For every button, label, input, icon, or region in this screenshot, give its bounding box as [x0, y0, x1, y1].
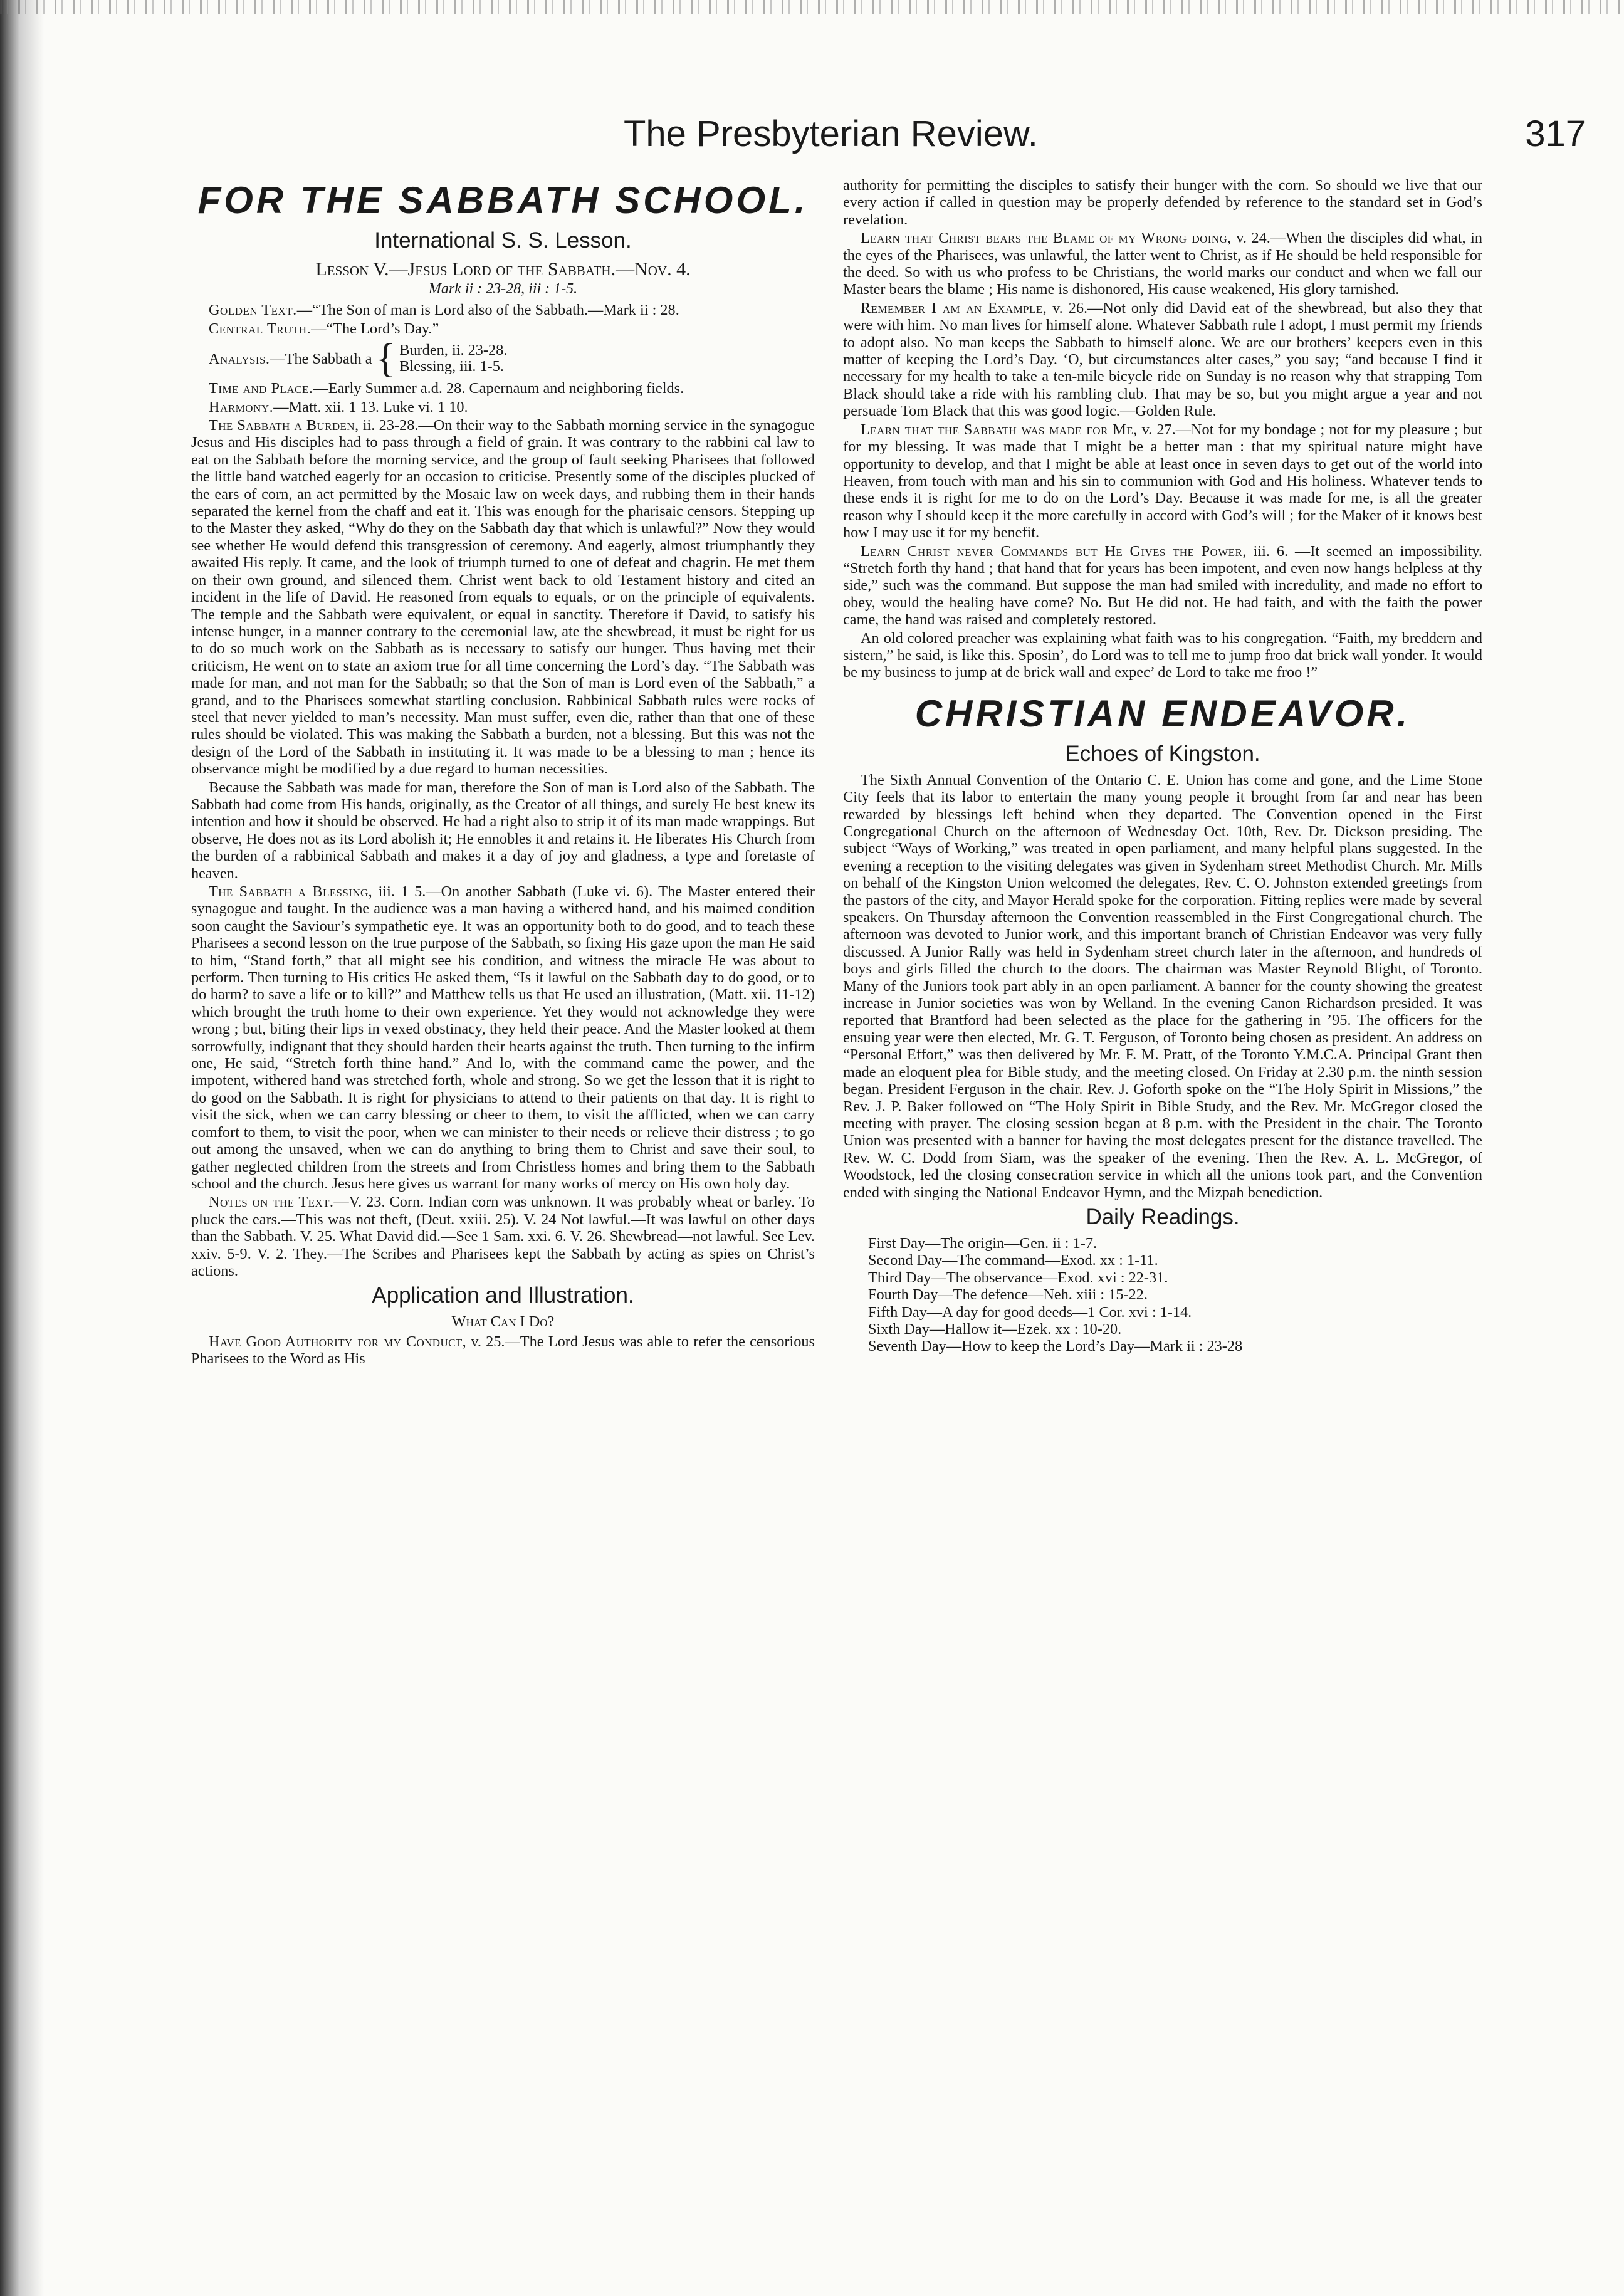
- paragraph-convention: The Sixth Annual Convention of the Ontario C. E. Union has come and gone, and the Lime Stone City feels that its labor to entertain the many young people it brought from far and near has been rewarded by blessings left behind when they departed. The Convention opened in the First Congregational Church on the afternoon of Wednesday Oct. 10th, Rev. Dr. Dickson presiding. The subject “Ways of Working,” was treated in open parliament, and many helpful plans suggested. In the evening a reception to the visiting delegates was given in Sydenham street Methodist Church. Mr. Mills on behalf of the Kingston Union welcomed the delegates, Rev. C. O. Johnston extended greetings from the pastors of the city, and Mayor Herald spoke for the corporation. Fitting replies were made by several speakers. On Thursday afternoon the Convention reassembled in the First Congregational church. The afternoon was devoted to Junior work, and this important branch of Christian Endeavor was very fully discussed. A Junior Rally was held in Sydenham street church later in the afternoon, and hundreds of boys and girls filled the church to the doors. The chairman was Master Reynold Blight, of Toronto. Many of the Juniors took part ably in an open parliament. A banner for the county showing the greatest increase in Junior societies was won by Welland. In the evening Canon Richardson presided. It was reported that Brantford had been selected as the place for the gathering in ’95. The officers for the ensuing year were then elected, Mr. G. T. Ferguson, of Toronto being chosen as president. An address on “Personal Effort,” was then delivered by Mr. F. M. Pratt, of the Toronto Y.M.C.A. Principal Grant then made an eloquent plea for Bible study, and the meeting closed. On Friday at 2.30 p.m. the ninth session began. President Ferguson in the chair. Rev. J. Goforth spoke on the “The Holy Spirit in Missions,” the Rev. J. P. Baker followed on “The Holy Spirit in Bible Study, and the Rev. Mr. McGregor closed the meeting with prayer. The closing session began at 8 p.m. with the President in the chair. The Toronto Union was presented with a banner for having the most delegates present for the distance travelled. The Rev. W. C. Dodd from Siam, was the speaker of the evening. Then the Rev. A. L. McGregor, of Woodstock, led the closing consecration service in which all the unions took part, and the Convention ended with singing the National Endeavor Hymn, and the Mizpah benediction.: [843, 771, 1482, 1201]
- made-for-me-lead: Learn that the Sabbath was made for Me,: [861, 421, 1138, 438]
- example-body: v. 26.—Not only did David eat of the shewbread, but also they that were with him. No man lives for himself alone. Whatever Sabbath rule I adopt, I must permit my friends to adopt also. No man keeps the Sabbath to himself alone. We are our brothers’ keepers even in this matter of keeping the Lord’s Day. ‘O, but circumstances alter cases,” you say; “and because I find it necessary for my health to take a ten-mile bicycle ride on Sunday is no reason why that strapping Tom Black should take a ride with his rambling club. That may be so, but you might argue a year and not persuade Tom Black that this was good logic.—Golden Rule.: [843, 299, 1482, 420]
- binding-edge: [0, 0, 44, 2296]
- paragraph-power: [843, 543, 1482, 629]
- analysis: [209, 335, 815, 382]
- time-place-body: —Early Summer a.d. 28. Capernaum and neighboring fields.: [313, 380, 684, 397]
- analysis-label: Analysis.: [209, 350, 270, 367]
- golden-text: [191, 301, 815, 318]
- notes-lead: Notes on the Text.: [209, 1193, 334, 1211]
- paragraph-lord-of-sabbath: Because the Sabbath was made for man, therefore the Son of man is Lord also of the Sabbath. The Sabbath had come from His hands, originally, as the Creator of all things, and surely He best knew its intention and how it should be observed. He had a right also to strip it of its man made wrappings. But observe, He does not as its Lord abolish it; He ennobles it and retains it. He liberates His Church from the burden of a rabbinical Sabbath and makes it a day of joy and gladness, a type and foretaste of heaven.: [191, 778, 815, 882]
- left-column: [191, 177, 815, 2195]
- golden-text-label: Golden Text.: [209, 301, 297, 319]
- brace-glyph: {: [375, 335, 396, 382]
- harmony: [191, 399, 815, 416]
- lesson-series-heading: International S. S. Lesson.: [374, 228, 632, 253]
- what-can-i-do-heading: What Can I Do?: [451, 1313, 555, 1331]
- daily-readings-list: [843, 1235, 1482, 1355]
- made-for-me-body: v. 27.—Not for my bondage ; not for my pleasure ; but for my blessing. It was made that I might be a better man : that my spiritual nature might have opportunity to develop, and that I might be able at least once in seven days to get out of the world into Heaven, from touch with man and his sin to communion with God and His holiness. Whatever tends to these ends it is right for me to do on the Lord’s Day. Because it was made for me, is all the greater reason why I should keep it the more carefully in accord with God’s will ; for the Maker of it knows best how I may use it for my benefit.: [843, 421, 1482, 542]
- central-truth-label: Central Truth.: [209, 320, 312, 337]
- paragraph-authority-continued: authority for permitting the disciples to satisfy their hunger with the corn. So should we live that our every action if called in question may be properly defended by reference to the standard set in God’s revelation.: [843, 177, 1482, 228]
- paragraph-blame: [843, 229, 1482, 298]
- analysis-branch-blessing: Blessing, iii. 1-5.: [399, 358, 504, 375]
- analysis-body: —The Sabbath a: [270, 350, 372, 367]
- paragraph-example: [843, 300, 1482, 420]
- central-truth: [191, 320, 815, 337]
- christian-endeavor-title: CHRISTIAN ENDEAVOR.: [914, 692, 1411, 735]
- time-and-place: [191, 380, 815, 397]
- harmony-body: —Matt. xii. 1 13. Luke vi. 1 10.: [273, 398, 468, 416]
- paragraph-notes: [191, 1193, 815, 1279]
- analysis-branch-burden: Burden, ii. 23-28.: [399, 342, 508, 359]
- paragraph-made-for-me: [843, 421, 1482, 542]
- paragraph-blessing-lead: The Sabbath a Blessing,: [209, 883, 373, 900]
- paragraph-faith-anecdote: An old colored preacher was explaining what faith was to his congregation. “Faith, my breddern and sistern,” he said, is like this. Sposin’, do Lord was to tell me to jump froo dat brick wall yonder. It would be my business to jump at de brick wall and expec’ de Lord to take me froo !”: [843, 629, 1482, 681]
- blame-lead: Learn that Christ bears the Blame of my Wrong doing,: [861, 229, 1232, 247]
- paragraph-burden-body: ii. 23-28.—On their way to the Sabbath morning service in the synagogue Jesus and His disciples had to pass through a field of grain. It was contrary to the rabbini cal law to eat on the Sabbath before the morning service, and the group of fault seeking Pharisees that followed the little band watched eagerly for an occasion to criticise. Presently some of the disciples plucked of the ears of corn, an act permitted by the Mosaic law on week days, and rubbing them in their hands separated the kernel from the chaff and eat it. This was enough for the pharisaic censors. Stepping up to the Master they asked, “Why do they on the Sabbath day that which is unlawful?” Now they would see whether He would defend this transgression of ceremony. And eagerly, almost triumphantly they awaited His reply. It came, and the look of triumph turned to one of defeat and chagrin. He met them on their own ground, and silenced them. Christ went back to old Testament history and cited an incident in the life of David. He reasoned from equals to equals, or on the principle of equivalents. The temple and the Sabbath were equivalent, or equal in sanctity. Therefore if David, to satisfy his intense hunger, in a manner contrary to the ceremonial law, ate the shewbread, it must be right for us to do so much work on the Sabbath as is necessary to satisfy our hunger. Thus having met their criticism, He went on to state an axiom true for all time concerning the Lord’s day. “The Sabbath was made for man, and not man for the Sabbath; so that the Son of man is Lord even of the Sabbath,” a grand, and to the Pharisees somewhat startling conclusion. Rabbinical Sabbath rules were rocks of steel that never yielded to man’s necessity. Man must suffer, even die, rather than that one of these rules should be violated. This was making the Sabbath a burden, not a blessing. But this was not the design of the Lord of the Sabbath in instituting it. It was made to be a blessing to man ; hence its observance might be modified by a due regard to human necessities.: [191, 417, 815, 778]
- authority-body: v. 25.—The Lord Jesus was able to refer the censorious Pharisees to the Word as His: [191, 1333, 815, 1368]
- time-place-label: Time and Place.: [209, 380, 313, 397]
- running-header: [624, 113, 1586, 163]
- golden-text-body: —“The Son of man is Lord also of the Sabbath.—Mark ii : 28.: [296, 301, 679, 319]
- paragraph-authority: [191, 1333, 815, 1368]
- reading-item: Second Day—The command—Exod. xx : 1-11.: [868, 1252, 1158, 1269]
- harmony-label: Harmony.: [209, 398, 274, 416]
- application-heading: Application and Illustration.: [372, 1283, 634, 1308]
- reading-item: Sixth Day—Hallow it—Ezek. xx : 10-20.: [868, 1320, 1122, 1338]
- paragraph-blessing: [191, 883, 815, 1192]
- page-number: 317: [1525, 113, 1586, 154]
- sabbath-school-title: FOR THE SABBATH SCHOOL.: [197, 179, 809, 221]
- daily-readings-heading: Daily Readings.: [1086, 1204, 1240, 1229]
- example-lead: Remember I am an Example,: [861, 299, 1047, 317]
- analysis-branches: [399, 342, 507, 375]
- scan-noise: [0, 0, 1624, 14]
- power-lead: Learn Christ never Commands but He Gives the Power,: [861, 542, 1247, 560]
- reading-item: Fifth Day—A day for good deeds—1 Cor. xvi : 1-14.: [868, 1303, 1192, 1321]
- paragraph-burden: [191, 417, 815, 778]
- reading-item: Fourth Day—The defence—Neh. xiii : 15-22.: [868, 1286, 1148, 1304]
- echoes-of-kingston-heading: Echoes of Kingston.: [1065, 741, 1260, 766]
- lesson-heading: Lesson V.—Jesus Lord of the Sabbath.—Nov. 4.: [315, 259, 691, 280]
- right-column: [843, 177, 1482, 2233]
- paragraph-blessing-body: iii. 1 5.—On another Sabbath (Luke vi. 6). The Master entered their synagogue and taught. In the audience was a man having a withered hand, and his maimed condition soon caught the Saviour’s sympathetic eye. It was an opportunity both to do good, and to teach these Pharisees a second lesson on the true purpose of the Sabbath, so fixing His gaze upon the man He said to him, “Stand forth,” that all might see his condition, and witness the miracle He was about to perform. Then turning to His critics He asked them, “Is it lawful on the Sabbath day to do good, or to do harm? to save a life or to kill?” and Matthew tells us that He used an illustration, (Matt. xii. 11-12) which brought the truth home to their own experience. Yet they would not acknowledge they were wrong ; but, biting their lips in vexed obstinacy, they held their peace. And the Master looked at them sorrowfully, indignant that they should harden their hearts against the truth. Then turning to the infirm one, He said, “Stretch forth thine hand.” And lo, with the command came the power, and the impotent, withered hand was stretched forth, whole and strong. So we get the lesson that it is right to do good on the Sabbath. It is right for physicians to attend to their patients on that day. It is right to visit the sick, when we can carry blessing or cheer to them, to visit the afflicted, when we can carry comfort to them, to visit the poor, when we can minister to their needs or relieve their distress ; to go out among the unsaved, when we can do anything to bring them to Christ and save their soul, to gather neglected children from the streets and from Christless homes and bring them to the Sabbath school and the church. Jesus here gives us warrant for many works of mercy on His own holy day.: [191, 883, 815, 1192]
- notes-body: —V. 23. Corn. Indian corn was unknown. It was probably wheat or barley. To pluck the ears.—This was not theft, (Deut. xxiii. 25). V. 24 Not lawful.—It was lawful on other days than the Sabbath. V. 25. What David did.—See 1 Sam. xxi. 6. V. 26. Shewbread—not lawful. See Lev. xxiv. 5-9. V. 2. They.—The Scribes and Pharisees kept the Sabbath by acting as spies on Christ’s actions.: [191, 1193, 815, 1279]
- paragraph-burden-lead: The Sabbath a Burden,: [209, 417, 359, 434]
- lesson-reference: Mark ii : 23-28, iii : 1-5.: [428, 281, 578, 297]
- reading-item: Seventh Day—How to keep the Lord’s Day—Mark ii : 23-28: [868, 1338, 1243, 1355]
- power-body: iii. 6. —It seemed an impossibility. “Stretch forth thy hand ; that hand that for years has been impotent, and even now hangs helpless at thy side,” such was the command. But suppose the man had smiled with incredulity, and made no effort to obey, would the healing have come? No. But He did not. He had faith, and with the faith the power came, the hand was raised and completely restored.: [843, 542, 1482, 629]
- reading-item: First Day—The origin—Gen. ii : 1-7.: [868, 1234, 1098, 1252]
- central-truth-body: —“The Lord’s Day.”: [311, 320, 439, 337]
- authority-lead: Have Good Authority for my Conduct,: [209, 1333, 467, 1350]
- publication-title: The Presbyterian Review.: [624, 113, 1038, 154]
- reading-item: Third Day—The observance—Exod. xvi : 22-31.: [868, 1269, 1168, 1286]
- blame-body: v. 24.—When the disciples did what, in the eyes of the Pharisees, was unlawful, the latter went to Christ, as if He should be held responsible for the deed. So with us who profess to be Christians, the world marks our conduct and when we fall our Master bears the blame ; His name is dishonored, His cause weakened, His glory tarnished.: [843, 229, 1482, 298]
